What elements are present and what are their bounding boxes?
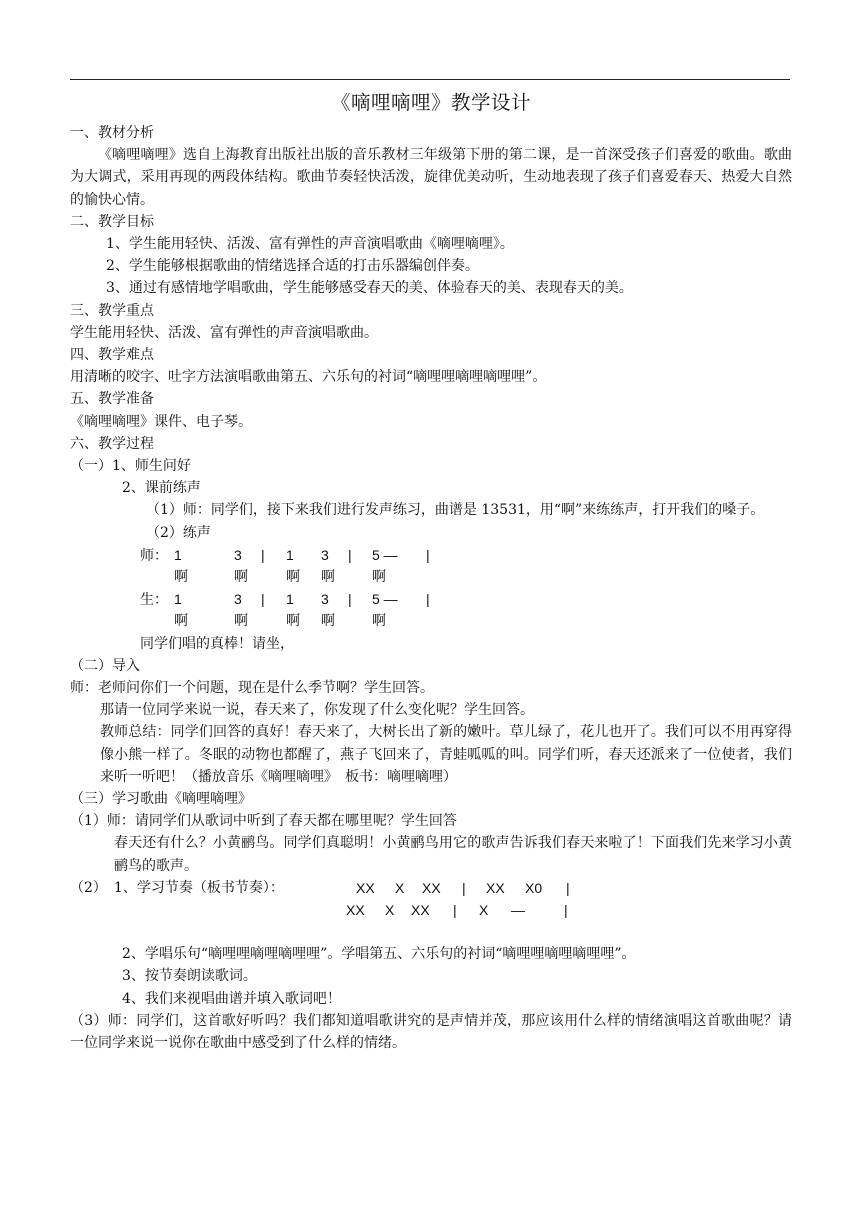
rhythm-note: X xyxy=(479,902,489,919)
goal-item: 2、学生能够根据歌曲的情绪选择合适的打击乐器编创伴奏。 xyxy=(106,258,479,275)
note: 3 xyxy=(321,591,329,608)
learning-step: 2、学唱乐句“嘀哩哩嘀哩嘀哩哩”。学唱第五、六乐句的衬词“嘀哩哩嘀哩嘀哩哩”。 xyxy=(122,946,636,963)
note: 5 — xyxy=(372,546,398,563)
rhythm-step-label: （2） 1、学习节奏（板书节奏）： xyxy=(70,879,284,896)
syllable: 啊 xyxy=(372,613,386,630)
teacher-label: 师： xyxy=(140,546,168,563)
document-title: 《嘀哩嘀哩》教学设计 xyxy=(330,91,531,114)
syllable: 啊 xyxy=(174,569,188,586)
note: 1 xyxy=(174,546,182,563)
teacher-summary: 教师总结：同学们回答的真好！春天来了，大树长出了新的嫩叶。草儿绿了，花儿也开了。我们可以不用再穿得像小熊一样了。冬眠的动物也都醒了，燕子飞回来了，青蛙呱呱的叫。同学们听，春天还派来了一位使者，我们来听一听吧！（播放音乐《嘀哩嘀哩》 板书：嘀哩嘀哩） xyxy=(100,724,792,785)
section-heading-goals: 二、教学目标 xyxy=(70,213,154,230)
process-part1-line1: （一）1、师生问好 xyxy=(70,458,191,475)
analysis-paragraph: 《嘀哩嘀哩》选自上海教育出版社出版的音乐教材三年级第下册的第二课，是一首深受孩子们喜爱的歌曲。歌曲为大调式，采用再现的两段体结构。歌曲节奏轻快活泼，旋律优美动听，生动地表现了孩子们喜爱春天、热爱大自然的愉快心情。 xyxy=(70,147,792,208)
rhythm-note: XX xyxy=(346,902,365,919)
learning-step: 4、我们来视唱曲谱并填入歌词吧！ xyxy=(122,990,341,1007)
section-heading-difficulties: 四、教学难点 xyxy=(70,347,154,364)
syllable: 啊 xyxy=(321,569,335,586)
rhythm-line-2 xyxy=(70,899,792,921)
goal-item: 3、通过有感情地学唱歌曲，学生能够感受春天的美、体验春天的美、表现春天的美。 xyxy=(106,280,633,297)
teacher-notation-line xyxy=(70,544,792,566)
difficulties-text: 用清晰的咬字、吐字方法演唱歌曲第五、六乐句的衬词“嘀哩哩嘀哩嘀哩哩”。 xyxy=(70,369,547,386)
bar-line: | xyxy=(564,902,568,919)
syllable: 啊 xyxy=(372,569,386,586)
student-label: 生： xyxy=(140,591,168,608)
syllable: 啊 xyxy=(321,613,335,630)
section-heading-key-points: 三、教学重点 xyxy=(70,302,154,319)
bar-line: | xyxy=(261,546,265,563)
bar-line: | xyxy=(348,546,352,563)
syllable: 啊 xyxy=(286,613,300,630)
student-syllable-line xyxy=(70,610,792,632)
header-rule xyxy=(70,79,790,80)
learning-step: 3、按节奏朗读歌词。 xyxy=(122,968,257,985)
rhythm-note: XX xyxy=(422,879,441,896)
rhythm-line-1 xyxy=(70,877,792,899)
note: 3 xyxy=(234,591,242,608)
syllable: 啊 xyxy=(286,569,300,586)
lyrics-followup: 春天还有什么？小黄鹂鸟。同学们真聪明！小黄鹂鸟用它的歌声告诉我们春天来啦了！下面我们先来学习小黄鹂鸟的歌声。 xyxy=(114,835,792,874)
process-part1-line2: 2、课前练声 xyxy=(122,480,201,497)
document-page xyxy=(70,88,792,1054)
vocal-exercise-label: （2）练声 xyxy=(146,524,211,541)
rhythm-note: X0 xyxy=(525,879,543,896)
lyrics-question: （1）师：请同学们从歌词中听到了春天都在哪里呢？学生回答 xyxy=(70,813,457,830)
key-points-text: 学生能用轻快、活泼、富有弹性的声音演唱歌曲。 xyxy=(70,324,378,341)
syllable: 啊 xyxy=(174,613,188,630)
vocal-exercise-intro: （1）师：同学们，接下来我们进行发声练习，曲谱是 13531，用“啊”来练练声，打开我们的嗓子。 xyxy=(146,502,765,519)
bar-line: | xyxy=(462,879,466,896)
note: 3 xyxy=(321,546,329,563)
bar-line: | xyxy=(453,902,457,919)
syllable: 啊 xyxy=(234,613,248,630)
rhythm-note: X xyxy=(395,879,405,896)
student-notation-line xyxy=(70,588,792,610)
note: 1 xyxy=(286,591,294,608)
syllable: 啊 xyxy=(234,569,248,586)
rhythm-dash: — xyxy=(511,902,525,919)
rhythm-note: XX xyxy=(486,879,505,896)
bar-line: | xyxy=(566,879,570,896)
blank-line xyxy=(70,921,792,943)
process-part2-heading: （二）导入 xyxy=(70,657,140,674)
rhythm-note: XX xyxy=(411,902,430,919)
preparation-text: 《嘀哩嘀哩》课件、电子琴。 xyxy=(70,413,252,430)
section-heading-preparation: 五、教学准备 xyxy=(70,391,154,408)
bar-line: | xyxy=(261,591,265,608)
rhythm-note: X xyxy=(385,902,395,919)
goal-item: 1、学生能用轻快、活泼、富有弹性的声音演唱歌曲《嘀哩嘀哩》。 xyxy=(106,236,514,253)
intro-followup: 那请一位同学来说一说，春天来了，你发现了什么变化呢？学生回答。 xyxy=(100,702,534,719)
emotion-question: （3）师：同学们，这首歌好听吗？我们都知道唱歌讲究的是声情并茂，那应该用什么样的情绪演唱这首歌曲呢？请一位同学来说一说你在歌曲中感受到了什么样的情绪。 xyxy=(70,1012,792,1052)
section-heading-process: 六、教学过程 xyxy=(70,435,154,452)
process-part3-heading: （三）学习歌曲《嘀哩嘀哩》 xyxy=(70,791,252,808)
bar-line: | xyxy=(426,546,430,563)
rhythm-note: XX xyxy=(356,879,375,896)
praise-text: 同学们唱的真棒！请坐， xyxy=(140,635,294,652)
bar-line: | xyxy=(348,591,352,608)
intro-question: 师：老师问你们一个问题，现在是什么季节啊？学生回答。 xyxy=(70,680,434,697)
note: 1 xyxy=(286,546,294,563)
teacher-syllable-line xyxy=(70,566,792,588)
section-heading-analysis: 一、教材分析 xyxy=(70,125,154,141)
bar-line: | xyxy=(426,591,430,608)
note: 3 xyxy=(234,546,242,563)
note: 5 — xyxy=(372,591,398,608)
note: 1 xyxy=(174,591,182,608)
